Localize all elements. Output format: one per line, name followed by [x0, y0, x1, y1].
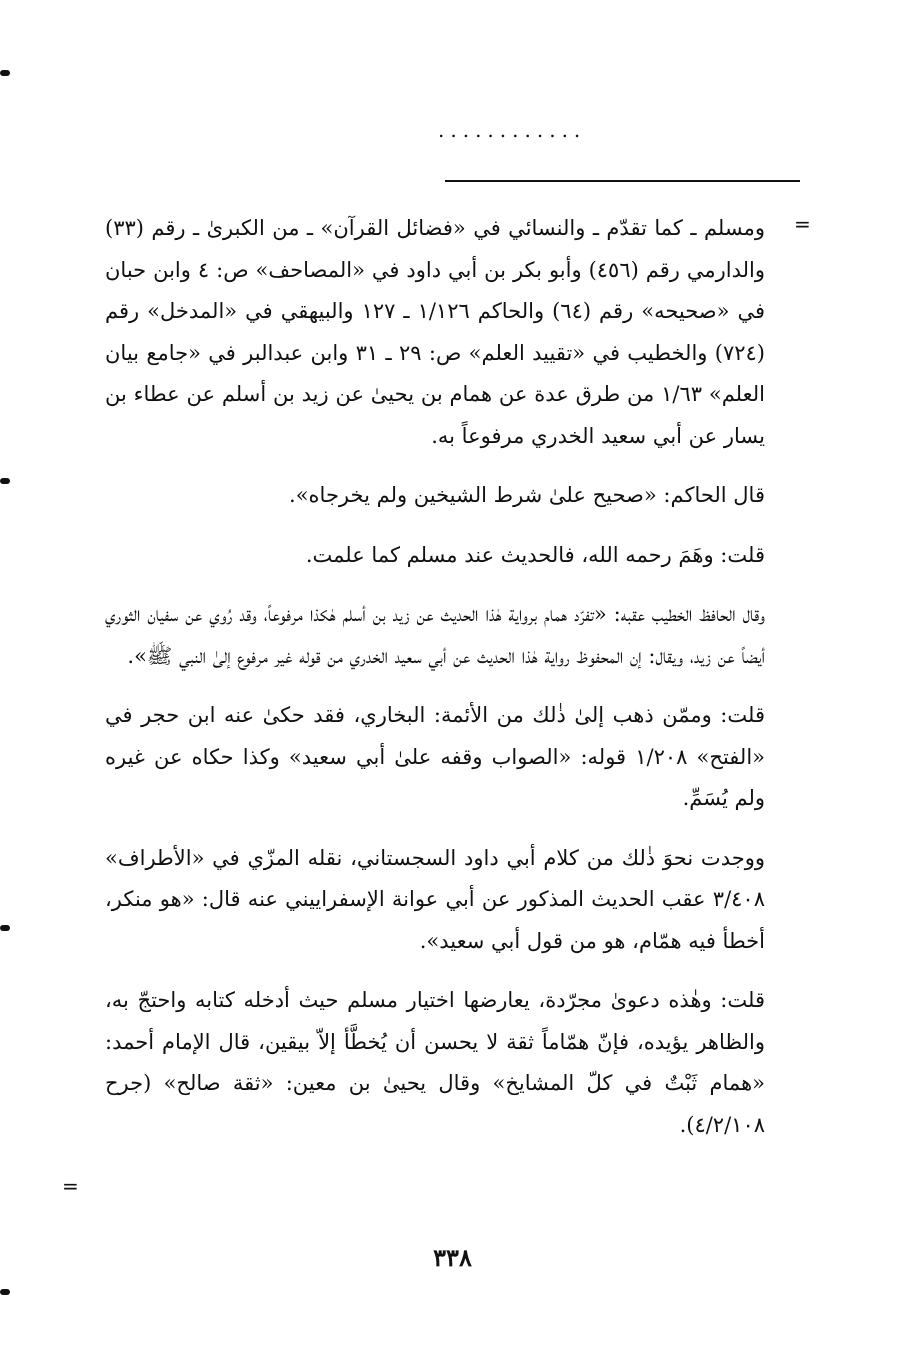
paragraph-3: قلت: وهَمَ رحمه الله، فالحديث عند مسلم كما علمت.: [305, 542, 765, 567]
paragraph-4: وقال الحافظ الخطيب عقبه: «تفرّد همام برواية هٰذا الحديث عن زيد بن أسلم هٰكذا مرفوعاً، وقد رُوي عن سفيان الثوري أيضاً عن زيد، ويقال: إن المحفوظ رواية هٰذا الحديث عن أبي سعيد الخدري من قوله غير مرفوع إلىٰ النبي ﷺ».: [105, 602, 765, 668]
paragraph-1: ومسلم ـ كما تقدّم ـ والنسائي في «فضائل القرآن» ـ من الكبرىٰ ـ رقم (٣٣) والدارمي رقم (٤٥٦) وأبو بكر بن أبي داود في «المصاحف» ص: ٤ وابن حبان في «صحيحه» رقم (٦٤) والحاكم ١/١٢٦ ـ ١٢٧ والبيهقي في «المدخل» رقم (٧٢٤) والخطيب في «تقييد العلم» ص: ٢٩ ـ ٣١ وابن عبدالبر في «جامع بيان العلم» ١/٦٣ من طرق عدة عن همام بن يحيىٰ عن زيد بن أسلم عن عطاء بن يسار عن أبي سعيد الخدري مرفوعاً به.: [105, 216, 765, 448]
scan-edge-mark: [0, 925, 10, 931]
paragraph-7: قلت: وهٰذه دعوىٰ مجرّدة، يعارضها اختيار مسلم حيث أدخله كتابه واحتجّ به، والظاهر يؤيده، فإنّ همّاماً ثقة لا يحسن أن يُخطَّأ إلاّ بيقين، قال الإمام أحمد: «همام ثَبْتٌ في كلّ المشايخ» وقال يحيىٰ بن معين: «ثقة صالح» (جرح ٤/٢/١٠٨).: [105, 988, 765, 1137]
scan-edge-mark: [0, 478, 10, 484]
page-number: ٣٣٨: [433, 1243, 472, 1272]
footnote-text: [105, 208, 765, 1164]
continuation-mark-top: =: [794, 212, 811, 236]
continuation-dots: ............: [438, 118, 587, 142]
scan-edge-mark: [0, 70, 10, 76]
continuation-mark-bottom: =: [62, 1174, 79, 1198]
paragraph-2: قال الحاكم: «صحيح علىٰ شرط الشيخين ولم يخرجاه».: [289, 483, 765, 507]
footnote-separator-line: [445, 180, 800, 182]
paragraph-6: ووجدت نحوَ ذٰلك من كلام أبي داود السجستاني، نقله المزّي في «الأطراف» ٣/٤٠٨ عقب الحديث المذكور عن أبي عوانة الإسفراييني عنه قال: «هو منكر، أخطأ فيه همّام، هو من قول أبي سعيد».: [105, 845, 765, 953]
paragraph-5: قلت: وممّن ذهب إلىٰ ذٰلك من الأئمة: البخاري، فقد حكىٰ عنه ابن حجر في «الفتح» ١/٢٠٨ قوله: «الصواب وقفه علىٰ أبي سعيد» وكذا حكاه عن غيره ولم يُسَمِّ.: [105, 703, 765, 810]
scan-edge-mark: [0, 1289, 10, 1295]
